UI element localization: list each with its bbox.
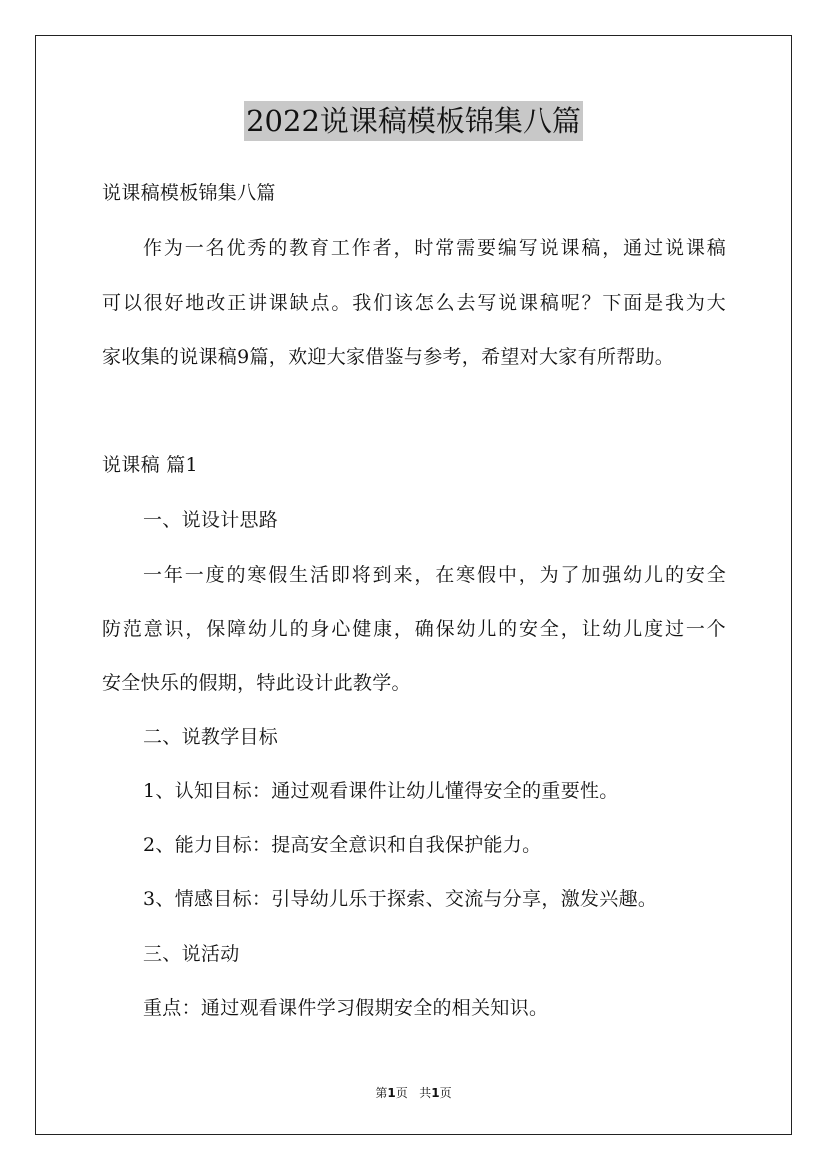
page-footer bbox=[0, 1084, 827, 1101]
document-title: 2022说课稿模板锦集八篇 bbox=[244, 101, 583, 141]
intro-line-2: 可以很好地改正讲课缺点。我们该怎么去写说课稿呢？下面是我为大 bbox=[102, 292, 726, 314]
footer-page-total: 1 bbox=[431, 1086, 440, 1100]
footer-middle: 页 共 bbox=[395, 1086, 432, 1100]
paragraph-line-3: 安全快乐的假期，特此设计此教学。 bbox=[102, 672, 411, 694]
title-container bbox=[0, 101, 827, 141]
footer-prefix: 第 bbox=[375, 1086, 388, 1100]
intro-line-3: 家收集的说课稿9篇，欢迎大家借鉴与参考，希望对大家有所帮助。 bbox=[102, 346, 675, 368]
footer-suffix: 页 bbox=[439, 1086, 452, 1100]
goal-emotion: 3、情感目标：引导幼儿乐于探索、交流与分享，激发兴趣。 bbox=[143, 888, 658, 910]
heading-teaching-goals: 二、说教学目标 bbox=[143, 726, 279, 748]
section-heading: 说课稿 篇1 bbox=[102, 454, 198, 476]
footer-page-number: 1 bbox=[387, 1086, 396, 1100]
goal-ability: 2、能力目标：提高安全意识和自我保护能力。 bbox=[143, 834, 542, 856]
heading-activity: 三、说活动 bbox=[143, 943, 240, 965]
intro-line-1: 作为一名优秀的教育工作者，时常需要编写说课稿，通过说课稿 bbox=[143, 237, 726, 259]
paragraph-line-2: 防范意识，保障幼儿的身心健康，确保幼儿的安全，让幼儿度过一个 bbox=[102, 618, 726, 640]
key-point: 重点：通过观看课件学习假期安全的相关知识。 bbox=[143, 997, 549, 1019]
heading-design-idea: 一、说设计思路 bbox=[143, 509, 279, 531]
paragraph-line-1: 一年一度的寒假生活即将到来，在寒假中，为了加强幼儿的安全 bbox=[143, 564, 726, 586]
goal-cognitive: 1、认知目标：通过观看课件让幼儿懂得安全的重要性。 bbox=[143, 780, 619, 802]
document-subtitle: 说课稿模板锦集八篇 bbox=[102, 182, 276, 204]
